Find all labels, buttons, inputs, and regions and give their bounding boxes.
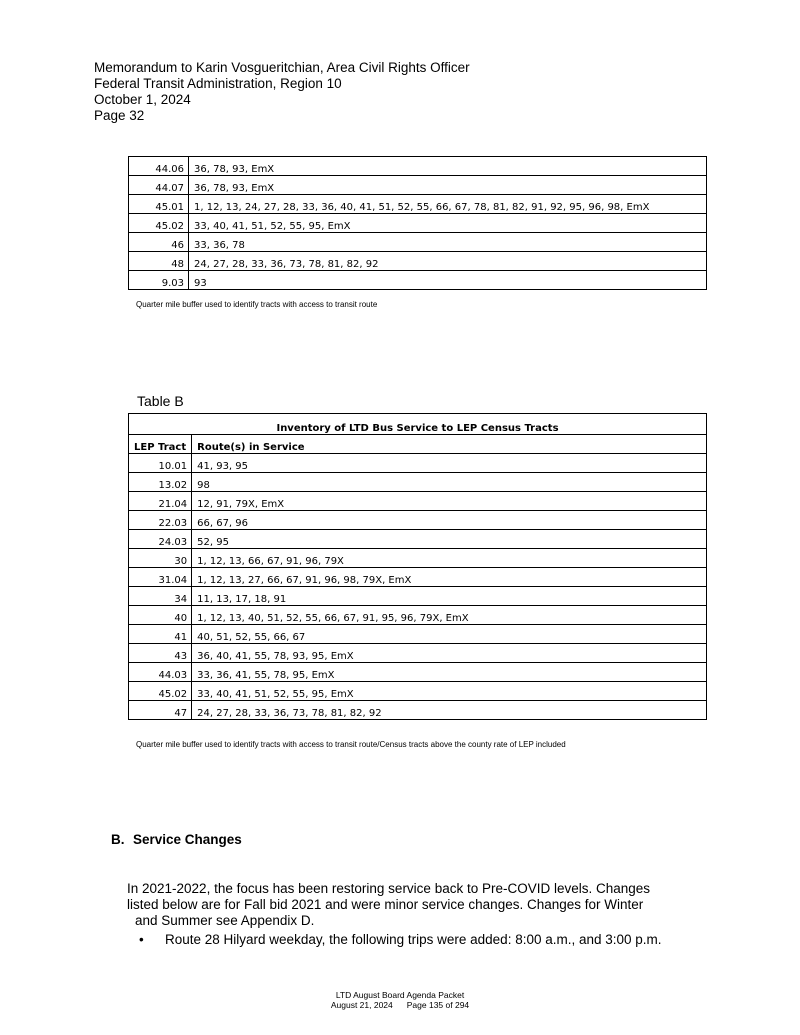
table-b: [128, 413, 707, 720]
table-b-note: Quarter mile buffer used to identify tracts with access to transit route/Census tracts above the county rate of LEP included: [136, 740, 566, 749]
table-row: [129, 663, 707, 682]
memo-date: October 1, 2024: [94, 92, 191, 107]
tract-cell: 30: [129, 549, 192, 568]
tract-cell: 40: [129, 606, 192, 625]
tract-cell: 44.03: [129, 663, 192, 682]
footer-date: August 21, 2024: [330, 1000, 393, 1010]
tract-cell: 31.04: [129, 568, 192, 587]
table-row: [129, 701, 707, 720]
routes-cell: 41, 93, 95: [192, 454, 707, 473]
section-title: Service Changes: [133, 832, 242, 847]
memo-recipient: Memorandum to Karin Vosgueritchian, Area Civil Rights Officer: [94, 60, 470, 75]
routes-cell: 11, 13, 17, 18, 91: [192, 587, 707, 606]
tract-cell: 24.03: [129, 530, 192, 549]
tract-cell: 47: [129, 701, 192, 720]
routes-cell: 36, 78, 93, EmX: [189, 157, 707, 176]
table-a-note: Quarter mile buffer used to identify tracts with access to transit route: [136, 300, 378, 309]
routes-cell: 1, 12, 13, 24, 27, 28, 33, 36, 40, 41, 51, 52, 55, 66, 67, 78, 81, 82, 91, 92, 95, 96, 98, EmX: [189, 195, 707, 214]
table-b-label: Table B: [137, 393, 184, 409]
table-row: [129, 252, 707, 271]
tract-cell: 44.06: [129, 157, 189, 176]
routes-cell: 1, 12, 13, 66, 67, 91, 96, 79X: [192, 549, 707, 568]
table-row: [129, 454, 707, 473]
table-row: [129, 549, 707, 568]
routes-cell: 33, 36, 78: [189, 233, 707, 252]
routes-cell: 36, 78, 93, EmX: [189, 176, 707, 195]
routes-cell: 24, 27, 28, 33, 36, 73, 78, 81, 82, 92: [192, 701, 707, 720]
paragraph-line: and Summer see Appendix D.: [135, 913, 315, 928]
table-row: [129, 644, 707, 663]
tract-cell: 44.07: [129, 176, 189, 195]
footer-title: LTD August Board Agenda Packet: [335, 990, 465, 1000]
table-row: [129, 233, 707, 252]
tract-cell: 13.02: [129, 473, 192, 492]
routes-cell: 1, 12, 13, 27, 66, 67, 91, 96, 98, 79X, EmX: [192, 568, 707, 587]
routes-cell: 12, 91, 79X, EmX: [192, 492, 707, 511]
memo-header: [94, 60, 470, 124]
routes-cell: 33, 40, 41, 51, 52, 55, 95, EmX: [189, 214, 707, 233]
table-row: [129, 530, 707, 549]
routes-cell: 66, 67, 96: [192, 511, 707, 530]
paragraph-line: In 2021-2022, the focus has been restoring service back to Pre-COVID levels. Changes: [127, 881, 651, 896]
table-row: [129, 587, 707, 606]
column-header-lep-tract: LEP Tract: [129, 435, 192, 454]
routes-cell: 52, 95: [192, 530, 707, 549]
bullet-dot-icon: •: [139, 932, 144, 947]
tract-cell: 46: [129, 233, 189, 252]
service-changes-paragraph: [127, 881, 727, 929]
routes-cell: 36, 40, 41, 55, 78, 93, 95, EmX: [192, 644, 707, 663]
footer-page: Page 135 of 294: [406, 1000, 470, 1010]
tract-cell: 48: [129, 252, 189, 271]
tract-cell: 45.02: [129, 214, 189, 233]
paragraph-line: listed below are for Fall bid 2021 and were minor service changes. Changes for Winter: [127, 897, 644, 912]
table-row: [129, 492, 707, 511]
table-row: [129, 214, 707, 233]
tract-cell: 21.04: [129, 492, 192, 511]
tract-cell: 9.03: [129, 271, 189, 290]
tract-cell: 41: [129, 625, 192, 644]
table-row: [129, 625, 707, 644]
memo-page: Page 32: [94, 108, 145, 123]
routes-cell: 33, 40, 41, 51, 52, 55, 95, EmX: [192, 682, 707, 701]
memo-agency: Federal Transit Administration, Region 10: [94, 76, 342, 91]
routes-cell: 1, 12, 13, 40, 51, 52, 55, 66, 67, 91, 95, 96, 79X, EmX: [192, 606, 707, 625]
table-row: [129, 195, 707, 214]
tract-cell: 34: [129, 587, 192, 606]
table-row: [129, 157, 707, 176]
table-a: [128, 156, 707, 290]
tract-cell: 43: [129, 644, 192, 663]
routes-cell: 24, 27, 28, 33, 36, 73, 78, 81, 82, 92: [189, 252, 707, 271]
tract-cell: 10.01: [129, 454, 192, 473]
table-row: [129, 606, 707, 625]
column-header-routes: Route(s) in Service: [192, 435, 707, 454]
table-row: [129, 682, 707, 701]
bullet-item: [139, 932, 662, 947]
table-row: [129, 568, 707, 587]
section-heading: [111, 832, 242, 847]
table-row: [129, 176, 707, 195]
bullet-text: Route 28 Hilyard weekday, the following trips were added: 8:00 a.m., and 3:00 p.m.: [165, 932, 662, 947]
table-row: [129, 511, 707, 530]
routes-cell: 33, 36, 41, 55, 78, 95, EmX: [192, 663, 707, 682]
tract-cell: 45.01: [129, 195, 189, 214]
routes-cell: 93: [189, 271, 707, 290]
tract-cell: 22.03: [129, 511, 192, 530]
table-row: [129, 271, 707, 290]
page-footer: [0, 990, 800, 1010]
section-letter: B.: [111, 832, 125, 847]
table-row: [129, 473, 707, 492]
tract-cell: 45.02: [129, 682, 192, 701]
routes-cell: 98: [192, 473, 707, 492]
routes-cell: 40, 51, 52, 55, 66, 67: [192, 625, 707, 644]
table-b-title: Inventory of LTD Bus Service to LEP Census Tracts: [129, 414, 707, 435]
